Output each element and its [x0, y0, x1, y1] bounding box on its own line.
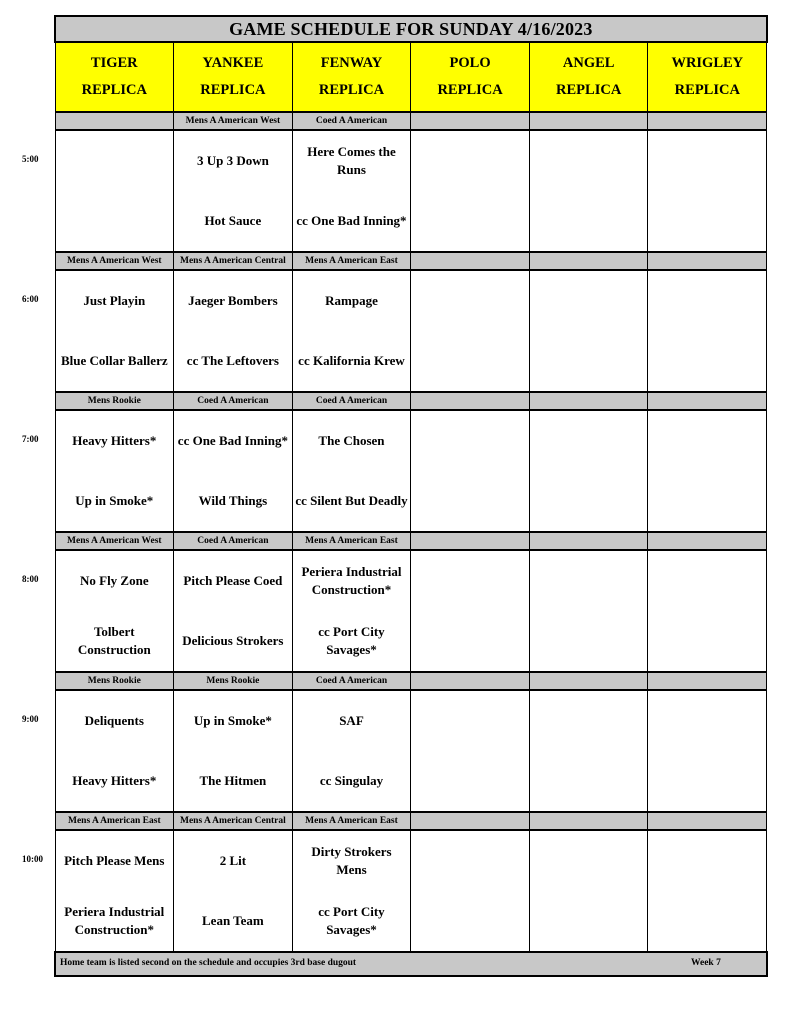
home-team: [530, 471, 648, 531]
home-team: [56, 191, 174, 251]
away-team: [411, 691, 529, 751]
home-team: [530, 331, 648, 391]
division-label: [411, 812, 530, 830]
home-team: [411, 331, 529, 391]
away-team: [648, 551, 766, 611]
home-team: cc One Bad Inning*: [296, 213, 407, 228]
division-label: Coed A American: [292, 672, 411, 690]
division-label: Coed A American: [174, 532, 293, 550]
field-name: POLO: [449, 55, 491, 71]
division-label: [411, 252, 530, 270]
game-cell: [55, 830, 174, 952]
home-team: [648, 611, 766, 671]
division-row: [55, 532, 767, 550]
away-team: 2 Lit: [219, 853, 247, 868]
schedule-table: [54, 15, 768, 977]
game-cell: [55, 550, 174, 672]
game-cell: [174, 690, 293, 812]
field-name: TIGER: [90, 55, 138, 71]
home-team: cc Kalifornia Krew: [298, 353, 405, 368]
home-team: Tolbert Construction: [77, 624, 151, 657]
home-team: [648, 751, 766, 811]
home-team: Blue Collar Ballerz: [60, 353, 168, 368]
game-cell: [529, 830, 648, 952]
away-team: [648, 691, 766, 751]
home-team: Periera Industrial Construction*: [64, 904, 165, 937]
game-cell: [529, 130, 648, 252]
division-label: Mens A American East: [292, 532, 411, 550]
division-label: [529, 672, 648, 690]
away-team: [530, 131, 648, 191]
home-team: [530, 751, 648, 811]
home-team: [530, 891, 648, 951]
field-header-row: [55, 42, 767, 112]
field-subtitle: REPLICA: [81, 82, 147, 98]
game-cell: [174, 830, 293, 952]
field-subtitle: REPLICA: [556, 82, 622, 98]
home-team: Lean Team: [202, 913, 264, 928]
away-team: 3 Up 3 Down: [196, 153, 269, 168]
field-header-angel: [529, 42, 648, 112]
division-label: [648, 112, 767, 130]
division-row: [55, 392, 767, 410]
field-name: YANKEE: [202, 55, 264, 71]
away-team: [411, 411, 529, 471]
home-team: [411, 891, 529, 951]
home-team: [411, 751, 529, 811]
game-cell: [648, 410, 767, 532]
game-row: [55, 830, 767, 952]
away-team: Pitch Please Coed: [183, 573, 283, 588]
away-team: SAF: [339, 713, 364, 728]
field-header-polo: [411, 42, 530, 112]
field-name: ANGEL: [562, 55, 615, 71]
away-team: [530, 411, 648, 471]
division-row: [55, 672, 767, 690]
home-team: [648, 191, 766, 251]
division-label: Mens A American East: [55, 812, 174, 830]
game-row: [55, 130, 767, 252]
game-cell: [411, 830, 530, 952]
field-name: WRIGLEY: [671, 55, 744, 71]
division-label: Mens A American West: [55, 532, 174, 550]
division-row: [55, 112, 767, 130]
away-team: Rampage: [325, 293, 378, 308]
division-label: Mens A American East: [292, 252, 411, 270]
week-label: Week 7: [691, 958, 721, 968]
home-team: [530, 191, 648, 251]
game-cell: [411, 270, 530, 392]
game-cell: [648, 550, 767, 672]
away-team: Jaeger Bombers: [188, 293, 278, 308]
game-cell: [411, 130, 530, 252]
game-cell: [648, 690, 767, 812]
game-cell: [292, 690, 411, 812]
field-header-wrigley: [648, 42, 767, 112]
field-subtitle: REPLICA: [674, 82, 740, 98]
home-team: [411, 191, 529, 251]
time-label: 9:00: [22, 714, 39, 724]
away-team: [648, 271, 766, 331]
home-team: Wild Things: [198, 493, 268, 508]
division-label: [648, 252, 767, 270]
away-team: Pitch Please Mens: [64, 853, 165, 868]
game-cell: [292, 550, 411, 672]
game-row: [55, 270, 767, 392]
away-team: [648, 831, 766, 891]
division-row: [55, 252, 767, 270]
footer-cell: [55, 952, 767, 976]
division-label: Mens A American Central: [174, 812, 293, 830]
home-team: Up in Smoke*: [75, 493, 154, 508]
away-team: Up in Smoke*: [193, 713, 272, 728]
game-cell: [55, 690, 174, 812]
title-row: [55, 16, 767, 42]
game-cell: [529, 410, 648, 532]
division-row: [55, 812, 767, 830]
field-subtitle: REPLICA: [437, 82, 503, 98]
field-header-yankee: [174, 42, 293, 112]
away-team: [530, 691, 648, 751]
home-team: [648, 891, 766, 951]
game-cell: [55, 270, 174, 392]
home-team: [530, 611, 648, 671]
time-label: 5:00: [22, 154, 39, 164]
game-cell: [529, 690, 648, 812]
away-team: The Chosen: [318, 433, 385, 448]
away-team: [411, 551, 529, 611]
game-cell: [411, 550, 530, 672]
game-cell: [648, 270, 767, 392]
game-cell: [529, 550, 648, 672]
away-team: [411, 831, 529, 891]
division-label: [529, 812, 648, 830]
away-team: [648, 131, 766, 191]
game-row: [55, 410, 767, 532]
division-label: Mens A American West: [174, 112, 293, 130]
home-team: [648, 471, 766, 531]
game-cell: [648, 130, 767, 252]
division-label: [648, 812, 767, 830]
game-cell: [174, 270, 293, 392]
game-row: [55, 690, 767, 812]
game-cell: [529, 270, 648, 392]
game-cell: [648, 830, 767, 952]
division-label: [411, 532, 530, 550]
home-team: Heavy Hitters*: [72, 773, 157, 788]
division-label: [529, 392, 648, 410]
time-label: 10:00: [22, 854, 43, 864]
game-cell: [292, 410, 411, 532]
home-team: The Hitmen: [199, 773, 267, 788]
game-cell: [411, 410, 530, 532]
home-team: Delicious Strokers: [182, 633, 284, 648]
division-label: Mens A American West: [55, 252, 174, 270]
home-team: [648, 331, 766, 391]
footer-note: Home team is listed second on the schedule and occupies 3rd base dugout: [60, 958, 357, 968]
away-team: Dirty Strokers Mens: [311, 844, 392, 877]
division-label: Mens Rookie: [174, 672, 293, 690]
game-cell: [55, 130, 174, 252]
schedule-title: GAME SCHEDULE FOR SUNDAY 4/16/2023: [55, 16, 767, 42]
footer-row: [55, 952, 767, 976]
field-header-fenway: [292, 42, 411, 112]
field-subtitle: REPLICA: [200, 82, 266, 98]
home-team: cc The Leftovers: [186, 353, 279, 368]
division-label: [529, 532, 648, 550]
division-label: Coed A American: [292, 392, 411, 410]
away-team: [530, 271, 648, 331]
away-team: [411, 131, 529, 191]
time-label: 6:00: [22, 294, 39, 304]
field-name: FENWAY: [320, 55, 383, 71]
home-team: [411, 471, 529, 531]
home-team: cc Singulay: [319, 773, 384, 788]
away-team: [411, 271, 529, 331]
game-cell: [174, 130, 293, 252]
game-cell: [292, 270, 411, 392]
division-label: [529, 252, 648, 270]
time-label: 8:00: [22, 574, 39, 584]
game-cell: [174, 550, 293, 672]
away-team: [648, 411, 766, 471]
division-label: [648, 392, 767, 410]
division-label: Mens Rookie: [55, 672, 174, 690]
division-label: [648, 672, 767, 690]
away-team: No Fly Zone: [79, 573, 149, 588]
away-team: cc One Bad Inning*: [177, 433, 288, 448]
away-team: [530, 551, 648, 611]
home-team: Hot Sauce: [204, 213, 262, 228]
division-label: [529, 112, 648, 130]
division-label: [411, 672, 530, 690]
division-label: [411, 112, 530, 130]
away-team: [56, 131, 174, 191]
away-team: Just Playin: [83, 293, 146, 308]
game-cell: [292, 130, 411, 252]
home-team: cc Silent But Deadly: [295, 493, 408, 508]
division-label: Mens A American Central: [174, 252, 293, 270]
away-team: Periera Industrial Construction*: [301, 564, 402, 597]
away-team: Here Comes the Runs: [307, 144, 396, 177]
division-label: [55, 112, 174, 130]
game-cell: [174, 410, 293, 532]
away-team: [530, 831, 648, 891]
game-row: [55, 550, 767, 672]
away-team: Deliquents: [84, 713, 144, 728]
time-label: 7:00: [22, 434, 39, 444]
game-cell: [55, 410, 174, 532]
division-label: Coed A American: [292, 112, 411, 130]
division-label: Coed A American: [174, 392, 293, 410]
home-team: cc Port City Savages*: [318, 624, 385, 657]
game-cell: [292, 830, 411, 952]
home-team: cc Port City Savages*: [318, 904, 385, 937]
field-subtitle: REPLICA: [318, 82, 385, 98]
division-label: Mens A American East: [292, 812, 411, 830]
division-label: [411, 392, 530, 410]
away-team: Heavy Hitters*: [72, 433, 157, 448]
game-cell: [411, 690, 530, 812]
division-label: Mens Rookie: [55, 392, 174, 410]
home-team: [411, 611, 529, 671]
field-header-tiger: [55, 42, 174, 112]
division-label: [648, 532, 767, 550]
